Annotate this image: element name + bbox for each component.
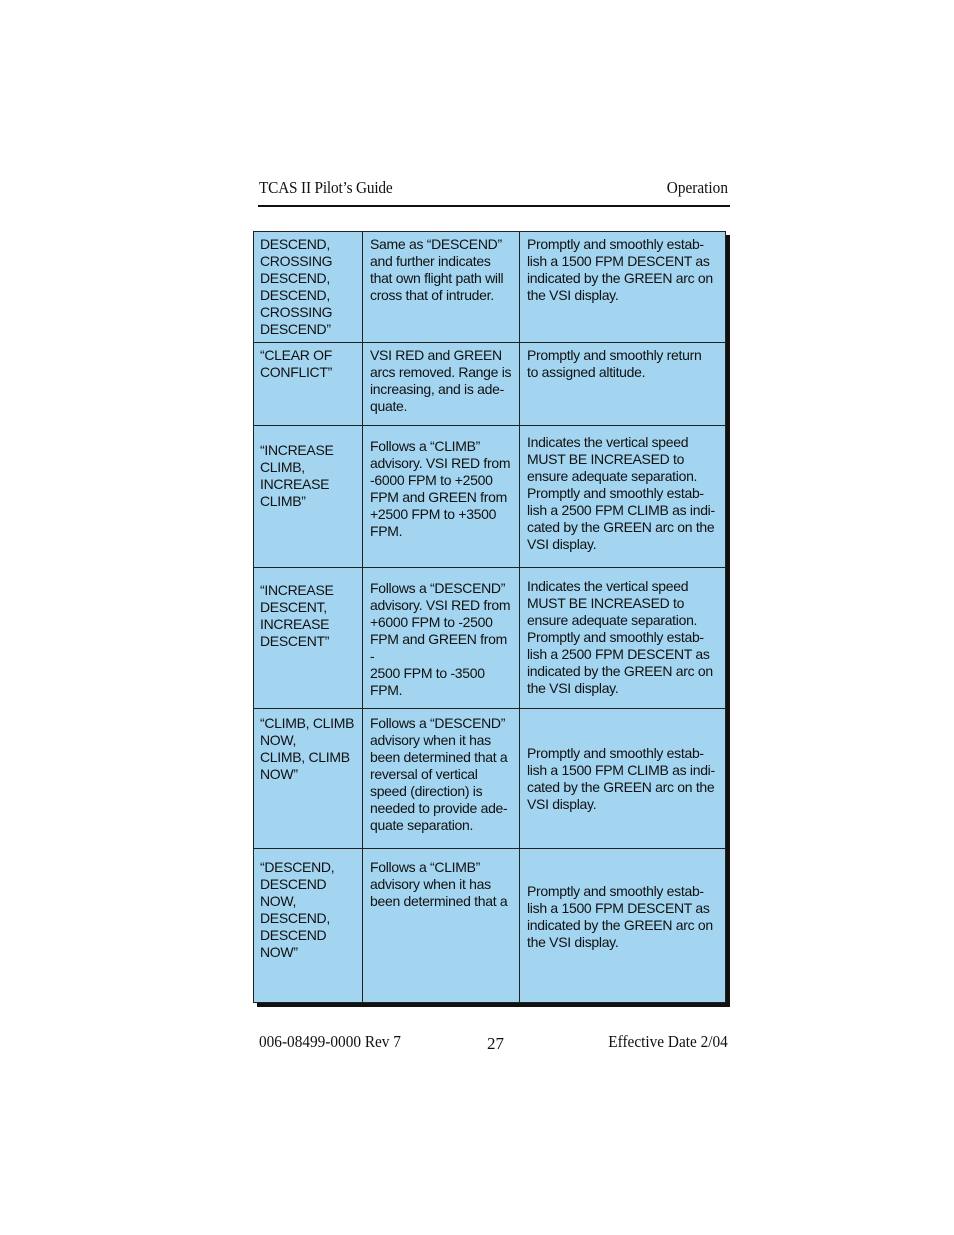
advisory-table — [253, 231, 726, 1003]
meaning-text: Follows a “DESCEND” advisory. VSI RED from +6000 FPM to -2500 FPM and GREEN from - 2500 FPM to -3500 FPM. — [370, 580, 511, 698]
advisory-table-container — [253, 231, 730, 1007]
response-cell — [520, 568, 726, 709]
voice-text: “INCREASE CLIMB, INCREASE CLIMB” — [260, 442, 334, 509]
response-text: Promptly and smoothly estab- lish a 1500 FPM DESCENT as indicated by the GREEN arc on the VSI display. — [527, 236, 713, 303]
voice-text: “CLEAR OF CONFLICT” — [260, 347, 332, 380]
voice-cell — [254, 232, 363, 343]
meaning-cell — [363, 426, 520, 568]
voice-cell — [254, 426, 363, 568]
running-header-title: TCAS II Pilot’s Guide — [259, 178, 393, 197]
table-row — [254, 709, 726, 849]
meaning-text: Same as “DESCEND” and further indicates that own flight path will cross that of intruder. — [370, 236, 504, 303]
response-cell — [520, 426, 726, 568]
response-text: Promptly and smoothly return to assigned altitude. — [527, 347, 702, 380]
response-text: Indicates the vertical speed MUST BE INCREASED to ensure adequate separation. Promptly and smoothly estab- lish a 2500 FPM CLIMB as indi- cated by the GREEN arc on the VSI display. — [527, 434, 715, 552]
voice-cell — [254, 849, 363, 1003]
voice-text: “DESCEND, DESCEND NOW, DESCEND, DESCEND NOW” — [260, 859, 335, 960]
meaning-cell — [363, 232, 520, 343]
voice-text: “INCREASE DESCENT, INCREASE DESCENT” — [260, 582, 334, 649]
voice-cell — [254, 709, 363, 849]
table-row — [254, 343, 726, 426]
meaning-text: Follows a “CLIMB” advisory. VSI RED from -6000 FPM to +2500 FPM and GREEN from +2500 FPM to +3500 FPM. — [370, 438, 511, 539]
response-text: Indicates the vertical speed MUST BE INCREASED to ensure adequate separation. Promptly and smoothly estab- lish a 2500 FPM DESCENT as indicated by the GREEN arc on the VSI display. — [527, 578, 713, 696]
voice-text: DESCEND, CROSSING DESCEND, DESCEND, CROSSING DESCEND” — [260, 236, 333, 337]
running-header-section: Operation — [666, 178, 728, 197]
header-rule — [258, 205, 730, 207]
table-row — [254, 426, 726, 568]
response-text: Promptly and smoothly estab- lish a 1500 FPM DESCENT as indicated by the GREEN arc on the VSI display. — [527, 883, 713, 950]
meaning-cell — [363, 709, 520, 849]
footer-effective-date: Effective Date 2/04 — [608, 1032, 728, 1051]
voice-cell — [254, 343, 363, 426]
footer-document-number: 006-08499-0000 Rev 7 — [259, 1032, 401, 1051]
table-row — [254, 568, 726, 709]
response-cell — [520, 232, 726, 343]
voice-cell — [254, 568, 363, 709]
table-row — [254, 849, 726, 1003]
meaning-text: Follows a “DESCEND” advisory when it has been determined that a reversal of vertical speed (direction) is needed to provide ade- quate separation. — [370, 715, 508, 833]
response-cell — [520, 709, 726, 849]
table-row — [254, 232, 726, 343]
meaning-text: VSI RED and GREEN arcs removed. Range is increasing, and is ade- quate. — [370, 347, 512, 414]
footer-page-number: 27 — [487, 1034, 504, 1053]
response-text: Promptly and smoothly estab- lish a 1500 FPM CLIMB as indi- cated by the GREEN arc on the VSI display. — [527, 744, 715, 812]
meaning-cell — [363, 343, 520, 426]
meaning-cell — [363, 568, 520, 709]
voice-text: “CLIMB, CLIMB NOW, CLIMB, CLIMB NOW” — [260, 715, 355, 782]
meaning-cell — [363, 849, 520, 1003]
meaning-text: Follows a “CLIMB” advisory when it has been determined that a — [370, 859, 508, 909]
response-cell — [520, 343, 726, 426]
response-cell — [520, 849, 726, 1003]
